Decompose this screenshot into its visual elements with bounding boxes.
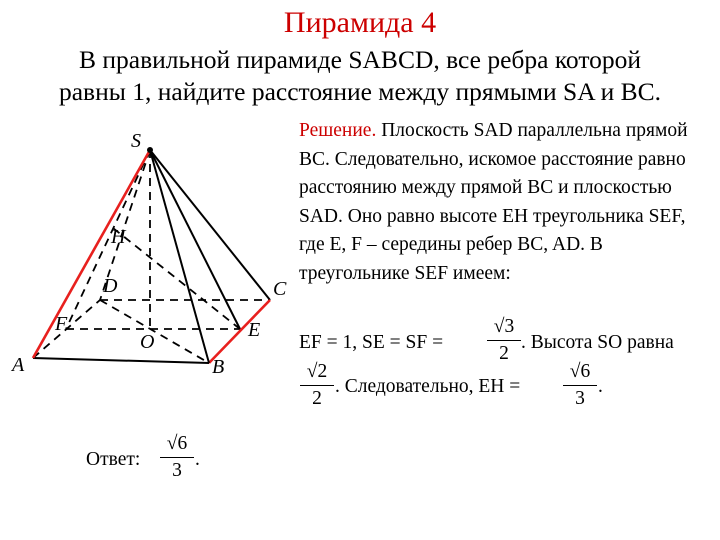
eh-fraction xyxy=(563,360,597,411)
eh-numerator: √6 xyxy=(569,361,591,382)
edge-AB xyxy=(33,358,209,363)
so-fraction xyxy=(300,360,334,411)
segment-DB xyxy=(100,300,209,363)
edge-SA xyxy=(33,150,150,358)
se-fraction xyxy=(487,315,521,366)
problem-line-2: равны 1, найдите расстояние между прямыми SA и BC. xyxy=(58,77,662,106)
edge-SE xyxy=(150,150,240,329)
edge-SC xyxy=(150,150,270,300)
label-A: A xyxy=(12,354,25,376)
segment-SF xyxy=(66,150,150,329)
conclusion-text: . Следовательно, EH = xyxy=(335,376,521,397)
label-F: F xyxy=(55,313,68,335)
solution-text: Плоскость SAD параллельна прямой BC. Следовательно, искомое расстояние равно расстоянию между прямой BC и плоскостью SAD. Оно равно высоте EH треугольника SEF, где E, F – середины ребер BC, AD. В треугольнике SEF имеем: xyxy=(299,120,688,284)
label-H: H xyxy=(111,226,126,248)
height-text: . Высота SO равна xyxy=(521,332,674,353)
edge-BC xyxy=(209,300,270,363)
answer-fraction xyxy=(160,432,194,483)
slide-title: Пирамида 4 xyxy=(283,6,437,39)
se-numerator: √3 xyxy=(493,316,515,337)
answer-numerator: √6 xyxy=(166,433,188,454)
label-S: S xyxy=(131,130,141,152)
pyramid-figure xyxy=(0,0,300,400)
label-B: B xyxy=(212,356,225,378)
answer-dot: . xyxy=(195,449,200,470)
label-O: O xyxy=(140,331,155,353)
eh-denominator: 3 xyxy=(575,388,585,409)
label-D: D xyxy=(103,275,118,297)
edge-SB xyxy=(150,150,209,363)
end-dot: . xyxy=(598,376,603,397)
answer-denominator: 3 xyxy=(172,460,182,481)
so-numerator: √2 xyxy=(306,361,328,382)
se-denominator: 2 xyxy=(499,343,509,364)
so-denominator: 2 xyxy=(312,388,322,409)
label-E: E xyxy=(248,319,261,341)
solution-paragraph xyxy=(299,117,714,288)
answer-label: Ответ: xyxy=(86,449,141,470)
ef-text: EF = 1, SE = SF = xyxy=(299,332,444,353)
apex-point xyxy=(147,147,153,153)
label-C: C xyxy=(273,278,287,300)
solution-label: Решение. xyxy=(299,120,377,141)
problem-line-1: В правильной пирамиде SABCD, все ребра которой xyxy=(78,45,642,74)
